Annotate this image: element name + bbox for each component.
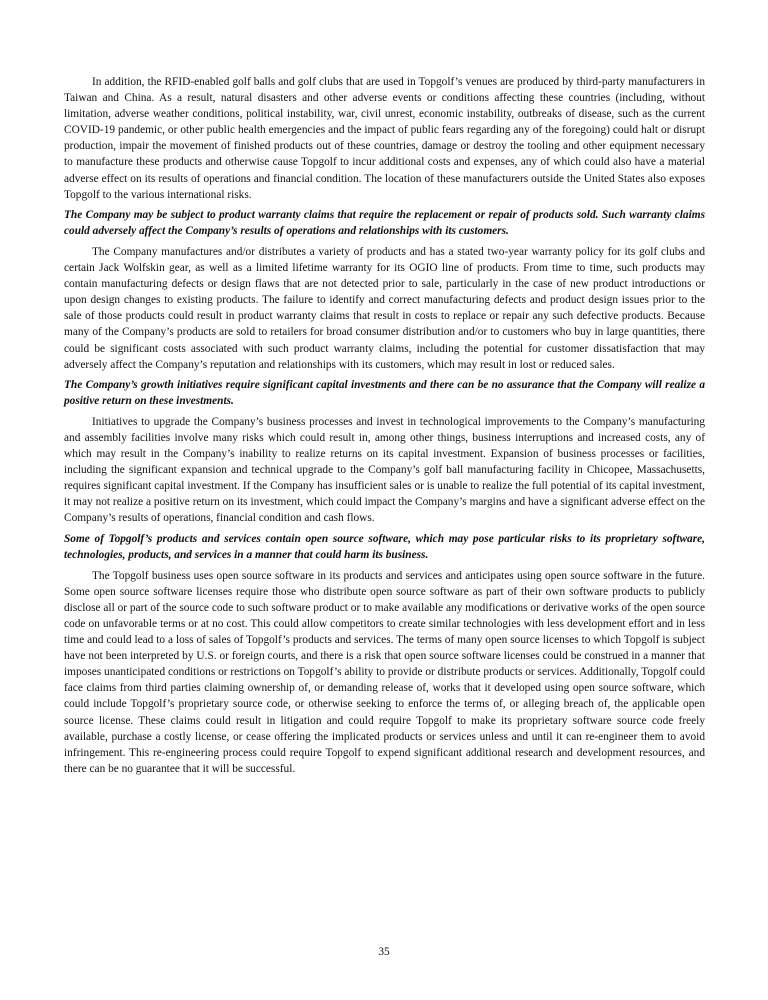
- page-number: 35: [378, 946, 390, 958]
- paragraph-warranty-claims: The Company manufactures and/or distributes a variety of products and has a stated two-year warranty policy for its golf clubs and certain Jack Wolfskin gear, as well as a limited lifetime warranty for its OGIO line of products. From time to time, such products may contain manufacturing defects or design flaws that are not detected prior to sale, particularly in the case of new product introductions or upon design changes to existing products. The failure to identify and correct manufacturing defects and product design issues prior to the sale of those products could result in product warranty claims that result in costs to replace or repair any such defective products. Because many of the Company’s products are sold to retailers for broad consumer distribution and/or to customers who buy in large quantities, there could be significant costs associated with such product warranty claims, including the potential for customer dissatisfaction that may adversely affect the Company’s reputation and relationships with its customers, which may result in lost or reduced sales.: [64, 245, 705, 371]
- paragraph-rfid-manufacturers: In addition, the RFID-enabled golf balls and golf clubs that are used in Topgolf’s venues are produced by third-party manufacturers in Taiwan and China. As a result, natural disasters and other adverse events or conditions affecting these countries (including, without limitation, adverse weather conditions, political instability, war, civil unrest, economic instability, outbreaks of disease, such as the current COVID-19 pandemic, or other public health emergencies and the impact of public fears regarding any of the foregoing) could halt or disrupt production, impair the movement of finished products out of these countries, damage or destroy the tooling and other equipment necessary to manufacture these products and otherwise cause Topgolf to incur additional costs and expenses, any of which could also have a material adverse effect on its results of operations and financial condition. The location of these manufacturers outside the United States also exposes Topgolf to the various international risks.: [64, 76, 705, 201]
- paragraph-growth-initiatives: Initiatives to upgrade the Company’s business processes and invest in technological improvements to the Company’s manufacturing and assembly facilities involve many risks which could result in, among other things, business interruptions and increased costs, any of which may result in the Company’s inability to realize returns on its capital investment. Expansion of business processes or facilities, including the significant expansion and technical upgrade to the Company’s golf ball manufacturing facility in Chicopee, Massachusetts, requires significant capital investment. If the Company has insufficient sales or is unable to realize the full potential of its capital investment, it may not realize a positive return on its investment, which could impact the Company’s margins and have a significant adverse effect on the Company’s results of operations, financial condition and cash flows.: [64, 415, 705, 525]
- heading-growth-initiatives: The Company’s growth initiatives require significant capital investments and there can be no assurance that the Company will realize a positive return on these investments.: [64, 378, 705, 407]
- heading-warranty-claims: The Company may be subject to product warranty claims that require the replacement or repair of products sold. Such warranty claims could adversely affect the Company’s results of operations and relationships with its customers.: [64, 208, 705, 237]
- paragraph-open-source-software: The Topgolf business uses open source software in its products and services and anticipates using open source software in the future. Some open source software licenses require those who distribute open source software as part of their own software products to publicly disclose all or part of the source code to such software product or to make available any modifications or derivative works of the open source code on unfavorable terms or at no cost. This could allow competitors to create similar technologies with less development effort and in less time and could lead to a loss of sales of Topgolf’s products and services. The terms of many open source licenses to which Topgolf is subject have not been interpreted by U.S. or foreign courts, and there is a risk that open source software licenses could be construed in a manner that imposes unanticipated conditions or restrictions on Topgolf’s ability to provide or distribute products or services. Additionally, Topgolf could face claims from third parties claiming ownership of, or demanding release of, works that it developed using open source software, which could include Topgolf’s proprietary source code, or otherwise seeking to enforce the terms of, or alleging breach of, the applicable open source license. These claims could result in litigation and could require Topgolf to make its proprietary software source code freely available, purchase a costly license, or cease offering the implicated products or services unless and until it can re-engineer them to avoid infringement. This re-engineering process could require Topgolf to expend significant additional research and development resources, and there can be no guarantee that it will be successful.: [64, 569, 705, 775]
- heading-open-source-software: Some of Topgolf’s products and services contain open source software, which may pose particular risks to its proprietary software, technologies, products, and services in a manner that could harm its business.: [64, 532, 705, 561]
- document-body: [64, 74, 705, 781]
